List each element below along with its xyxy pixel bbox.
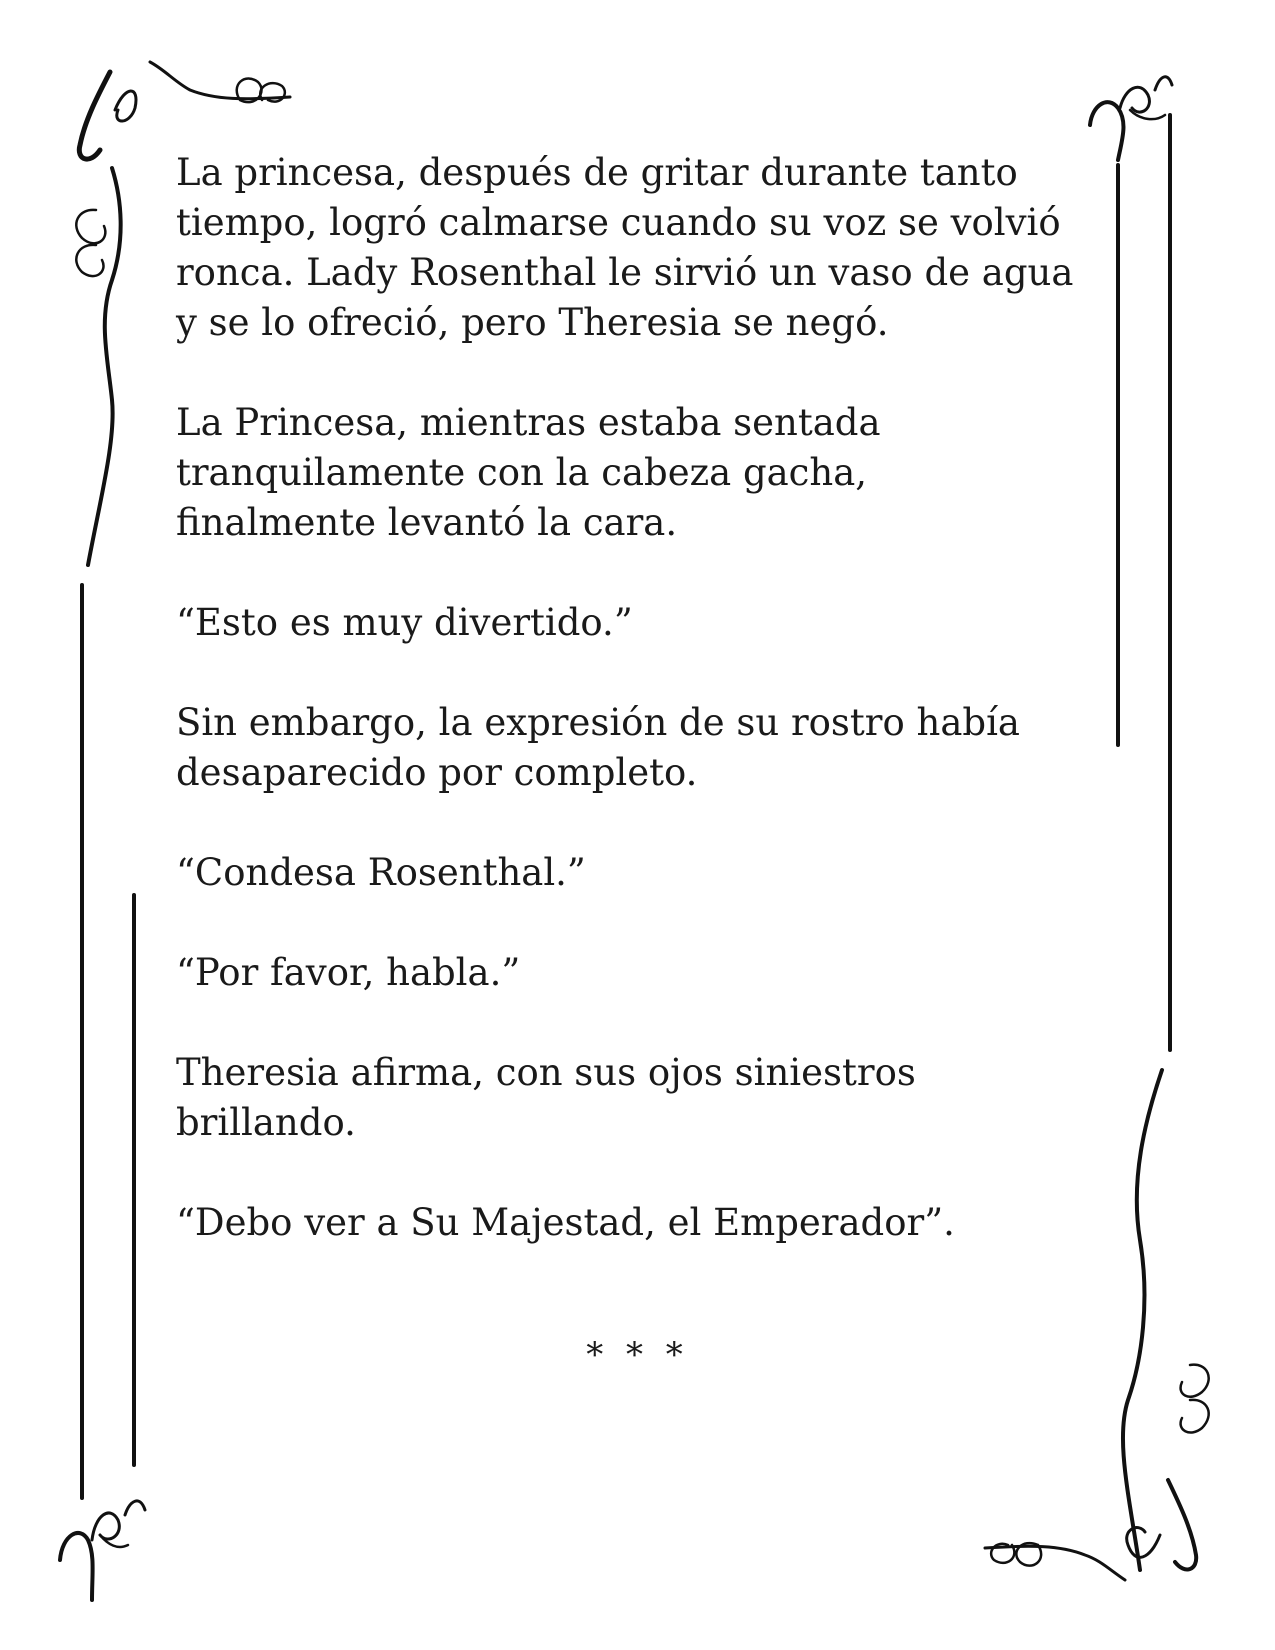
paragraph-8: “Debo ver a Su Majestad, el Emperador”. [176, 1201, 955, 1244]
paragraph-1: La princesa, después de gritar durante tanto tiempo, logró calmarse cuando su voz se volvió ronca. Lady Rosenthal le sirvió un vaso de agua y se lo ofreció, pero Theresia se negó. [176, 151, 1074, 344]
scene-separator: * * * [586, 1335, 689, 1375]
paragraph-2: La Princesa, mientras estaba sentada tranquilamente con la cabeza gacha, finalmente levantó la cara. [176, 401, 881, 544]
paragraph-6: “Por favor, habla.” [176, 951, 521, 994]
paragraph-7: Theresia afirma, con sus ojos siniestros brillando. [176, 1051, 916, 1144]
paragraph-5: “Condesa Rosenthal.” [176, 851, 586, 894]
bottom-left-flourish-icon [60, 1501, 145, 1600]
paragraph-3: “Esto es muy divertido.” [176, 601, 633, 644]
body-text [176, 148, 1116, 1298]
paragraph-4: Sin embargo, la expresión de su rostro había desaparecido por completo. [176, 701, 1020, 794]
